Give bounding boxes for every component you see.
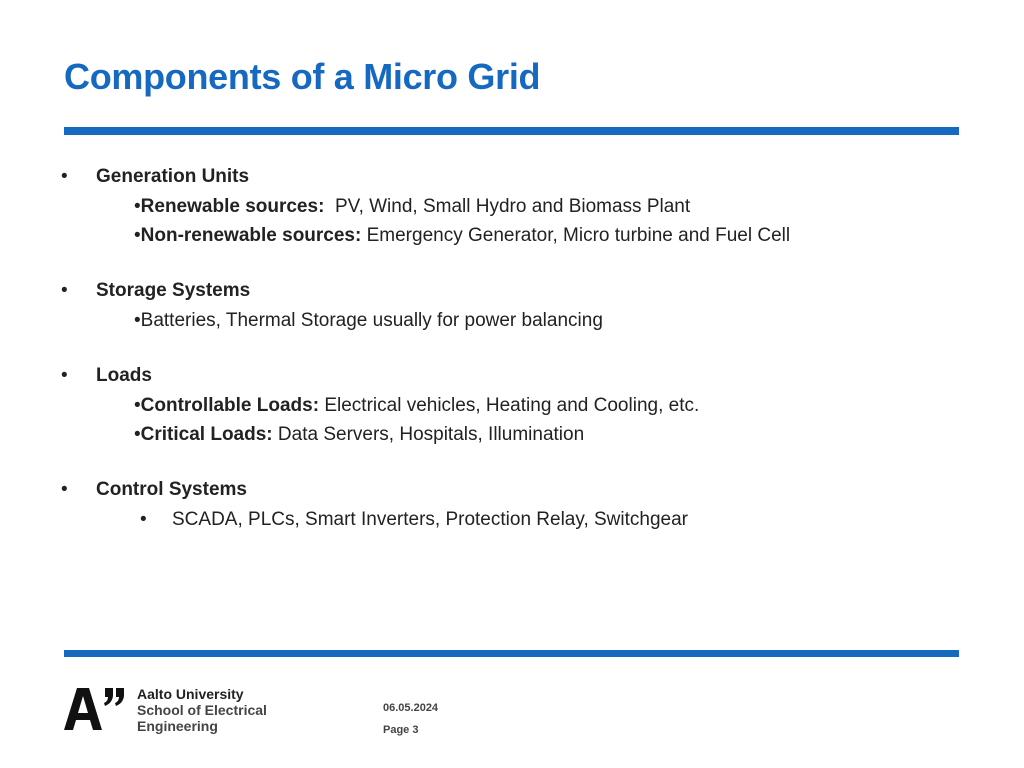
item-text: Data Servers, Hospitals, Illumination [272, 424, 585, 445]
item-text: Electrical vehicles, Heating and Cooling, etc. [319, 395, 700, 416]
section-heading: Generation Units [96, 166, 250, 187]
bullet-dot: • [61, 166, 68, 187]
bullet-dot: • [61, 365, 68, 386]
bullet-level1 [0, 276, 1024, 306]
page-number: Page 3 [383, 724, 419, 736]
section-heading: Control Systems [96, 479, 247, 500]
sub-bullet-dot: • [134, 310, 141, 331]
sub-bullet-dot: • [134, 196, 141, 217]
item-label: Non-renewable sources: [140, 225, 362, 246]
aalto-a-logo-icon [64, 688, 126, 730]
section-heading: Storage Systems [96, 280, 251, 301]
university-name: Aalto University [137, 686, 244, 702]
item-label: Controllable Loads: [140, 395, 320, 416]
footer-divider [64, 650, 959, 657]
sub-bullet-dot: • [140, 509, 147, 530]
bullet-level1 [0, 162, 1024, 192]
bullet-dot: • [61, 280, 68, 301]
section-generation-units [0, 162, 1024, 250]
bullet-level1 [0, 475, 1024, 505]
bullet-level1 [0, 361, 1024, 391]
item-label: Renewable sources: [140, 196, 325, 217]
bullet-level2 [0, 221, 1024, 250]
sub-bullet-dot: • [134, 225, 141, 246]
school-name-line2: Engineering [137, 718, 218, 734]
bullet-level2 [0, 192, 1024, 221]
slide-content [0, 162, 1024, 560]
sub-bullet-dot: • [134, 424, 141, 445]
item-text: Emergency Generator, Micro turbine and Fuel Cell [361, 225, 791, 246]
bullet-level2 [0, 391, 1024, 420]
section-heading: Loads [96, 365, 152, 386]
section-loads [0, 361, 1024, 449]
item-label: Critical Loads: [140, 424, 273, 445]
slide-date: 06.05.2024 [383, 702, 439, 714]
section-storage-systems [0, 276, 1024, 335]
bullet-level2 [0, 505, 1024, 534]
bullet-dot: • [61, 479, 68, 500]
footer-meta [383, 697, 438, 741]
bullet-level2 [0, 306, 1024, 335]
title-divider [64, 127, 959, 135]
item-text: Batteries, Thermal Storage usually for power balancing [140, 310, 603, 331]
sub-bullet-dot: • [134, 395, 141, 416]
school-name-line1: School of Electrical [137, 702, 267, 718]
footer-organization [137, 686, 267, 734]
item-text: SCADA, PLCs, Smart Inverters, Protection Relay, Switchgear [172, 509, 688, 530]
slide-title: Components of a Micro Grid [64, 56, 541, 97]
bullet-level2 [0, 420, 1024, 449]
section-control-systems [0, 475, 1024, 534]
item-text: PV, Wind, Small Hydro and Biomass Plant [324, 196, 691, 217]
